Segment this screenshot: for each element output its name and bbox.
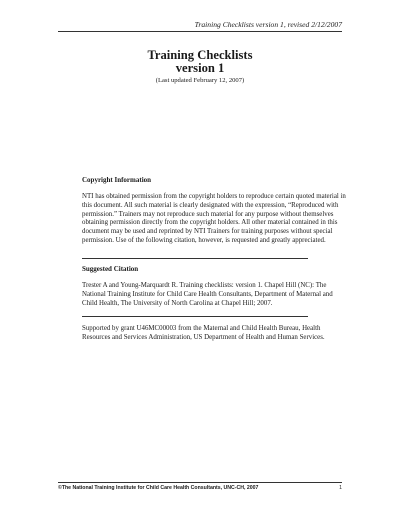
copyright-heading: Copyright Information — [82, 176, 152, 184]
section-divider — [82, 316, 308, 317]
footer-divider — [58, 482, 342, 483]
citation-paragraph: Trester A and Young-Marquardt R. Training checklists: version 1. Chapel Hill (NC): The National Training Institute for Child Care Health Consultants, Department of Maternal and Child Health, The University of North Carolina at Chapel Hill; 2007. — [82, 282, 333, 307]
grant-support-paragraph: Supported by grant U46MC00003 from the Maternal and Child Health Bureau, Health Resources and Services Administration, US Department of Health and Human Services. — [82, 325, 325, 341]
footer-copyright: ©The National Training Institute for Child Care Health Consultants, UNC-CH, 2007 — [58, 485, 259, 491]
running-header: Training Checklists version 1, revised 2/12/2007 — [194, 20, 342, 29]
last-updated-note: (Last updated February 12, 2007) — [155, 77, 245, 84]
document-title: Training Checklists — [147, 48, 253, 62]
citation-heading: Suggested Citation — [82, 265, 139, 273]
document-subtitle: version 1 — [175, 61, 225, 75]
copyright-paragraph: NTI has obtained permission from the copyright holders to reproduce certain quoted material in this document. All such material is clearly designated with the expression, “Reproduced with permission.” Trainers may not reproduce such material for any purpose without themselves obtaining permission directly from the copyright holders. All other material contained in this document may be used and reprinted by NTI Trainers for training purposes without special permission. Use of the following citation, however, is requested and greatly appreciated. — [82, 193, 346, 244]
page-number: 1 — [339, 485, 342, 491]
header-divider — [58, 31, 342, 32]
section-divider — [82, 258, 308, 259]
title-block — [0, 49, 400, 86]
